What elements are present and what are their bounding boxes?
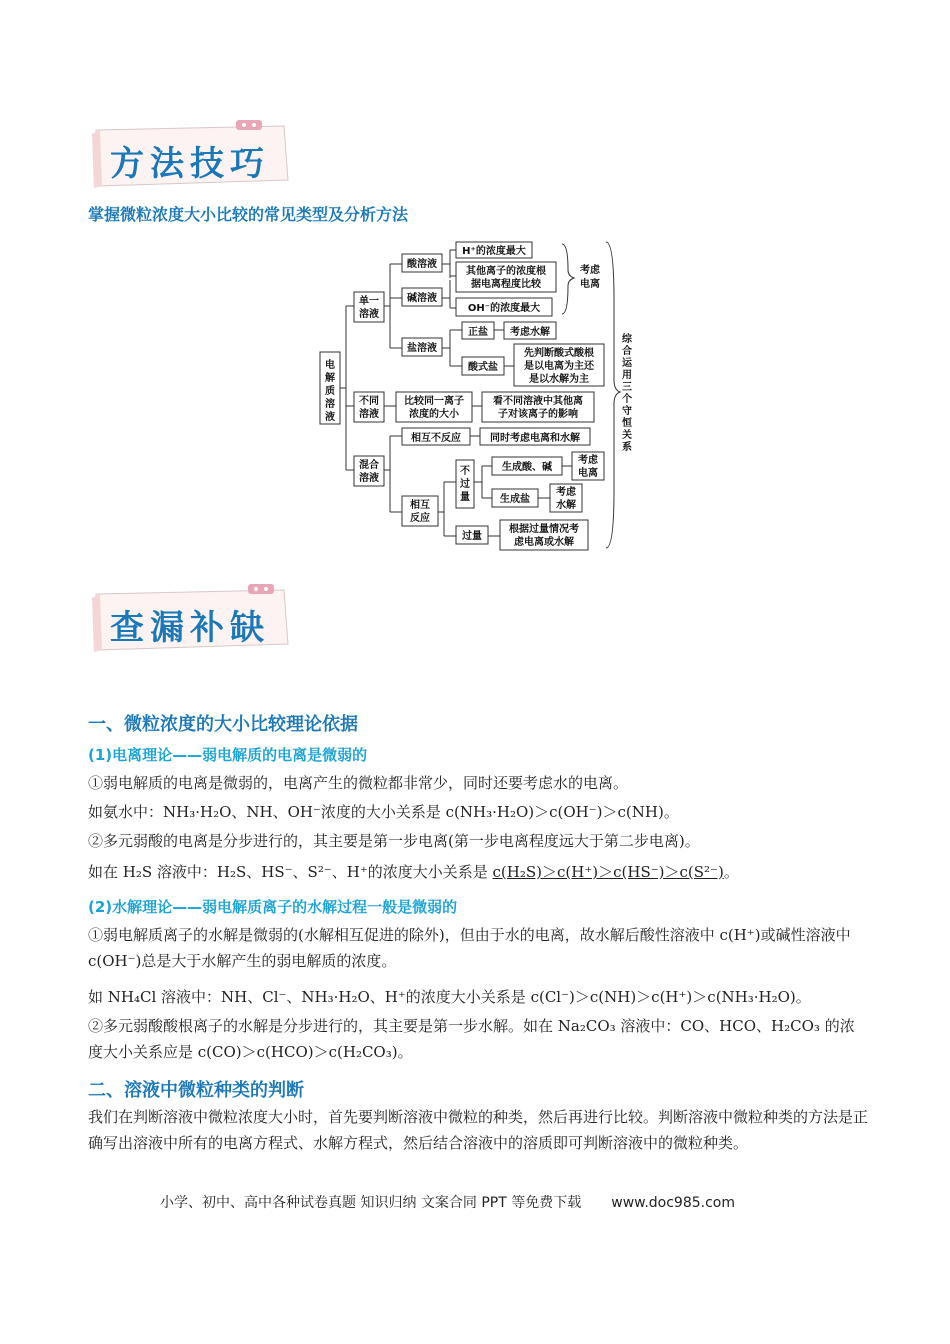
- svg-text:不同: 不同: [359, 396, 379, 407]
- svg-text:盐溶液: 盐溶液: [407, 343, 437, 354]
- svg-text:其他离子的浓度根: 其他离子的浓度根: [466, 266, 546, 277]
- section1-p3: ②多元弱酸的电离是分步进行的，其主要是第一步电离(第一步电离程度远大于第二步电离)。: [88, 832, 700, 850]
- concept-diagram: [316, 240, 636, 552]
- svg-text:量: 量: [460, 492, 470, 503]
- svg-text:考虑: 考虑: [578, 455, 598, 466]
- svg-text:单一: 单一: [359, 296, 379, 307]
- section1-p5: ①弱电解质离子的水解是微弱的(水解相互促进的除外)，但由于水的电离，故水解后酸性溶液中 c(H⁺)或碱性溶液中 c(OH⁻)总是大于水解产生的弱电解质的浓度。: [88, 926, 851, 970]
- svg-text:电离: 电离: [578, 468, 598, 479]
- footer-text: 小学、初中、高中各种试卷真题 知识归纳 文案合同 PPT 等免费下载: [160, 1195, 582, 1211]
- diagram-root-char-2: 解: [325, 373, 335, 384]
- svg-text:是以电离为主还: 是以电离为主还: [524, 361, 594, 372]
- svg-text:子对该离子的影响: 子对该离子的影响: [498, 409, 578, 420]
- svg-text:浓度的大小: 浓度的大小: [409, 409, 459, 420]
- svg-text:相互: 相互: [410, 500, 430, 511]
- svg-text:看不同溶液中其他离: 看不同溶液中其他离: [493, 396, 583, 407]
- page-footer: [160, 1192, 735, 1212]
- section-banner-methods: [88, 120, 298, 192]
- svg-text:个: 个: [622, 394, 632, 405]
- section1-p4-answer: c(H₂S)＞c(H⁺)＞c(HS⁻)＞c(S²⁻): [492, 863, 724, 881]
- section-banner-review: [88, 584, 298, 656]
- section1-p4-lead: 如在 H₂S 溶液中：H₂S、HS⁻、S²⁻、H⁺的浓度大小关系是: [88, 863, 493, 881]
- svg-text:系: 系: [622, 442, 632, 453]
- diagram-root-char-1: 电: [325, 360, 335, 371]
- svg-text:比较同一离子: 比较同一离子: [404, 396, 464, 407]
- section2-heading: 二、溶液中微粒种类的判断: [88, 1080, 304, 1101]
- svg-text:先判断酸式酸根: 先判断酸式酸根: [524, 348, 594, 359]
- svg-text:碱溶液: 碱溶液: [407, 293, 437, 304]
- svg-text:合: 合: [622, 346, 632, 357]
- svg-text:同时考虑电离和水解: 同时考虑电离和水解: [490, 433, 580, 444]
- diagram-root-char-3: 质: [325, 386, 335, 397]
- svg-text:过量: 过量: [462, 531, 482, 542]
- svg-text:三: 三: [622, 382, 632, 393]
- svg-text:守: 守: [622, 406, 632, 417]
- svg-text:酸式盐: 酸式盐: [468, 362, 498, 373]
- svg-text:考虑水解: 考虑水解: [510, 327, 550, 338]
- section1-p2: 如氨水中：NH₃·H₂O、NH、OH⁻浓度的大小关系是 c(NH₃·H₂O)＞c(OH⁻)＞c(NH)。: [88, 803, 679, 821]
- svg-text:反应: 反应: [410, 513, 430, 524]
- svg-text:根据过量情况考: 根据过量情况考: [509, 524, 579, 535]
- section1-p7: ②多元弱酸酸根离子的水解是分步进行的，其主要是第一步水解。如在 Na₂CO₃ 溶液中：CO、HCO、H₂CO₃ 的浓度大小关系应是 c(CO)＞c(HCO)＞c(H₂CO₃)。: [88, 1017, 855, 1061]
- svg-text:据电离程度比较: 据电离程度比较: [471, 279, 541, 290]
- svg-text:运: 运: [622, 358, 632, 369]
- svg-text:溶液: 溶液: [359, 473, 379, 484]
- section-subtitle: 掌握微粒浓度大小比较的常见类型及分析方法: [88, 205, 409, 224]
- svg-text:过: 过: [460, 479, 470, 490]
- svg-text:相互不反应: 相互不反应: [411, 433, 461, 444]
- svg-text:不: 不: [460, 466, 470, 477]
- svg-text:恒: 恒: [622, 418, 632, 429]
- svg-text:溶液: 溶液: [359, 309, 379, 320]
- section1-p1: ①弱电解质的电离是微弱的，电离产生的微粒都非常少，同时还要考虑水的电离。: [88, 774, 629, 792]
- section1-p6: 如 NH₄Cl 溶液中：NH、Cl⁻、NH₃·H₂O、H⁺的浓度大小关系是 c(Cl⁻)＞c(NH)＞c(H⁺)＞c(NH₃·H₂O)。: [88, 988, 811, 1006]
- svg-text:OH⁻的浓度最大: OH⁻的浓度最大: [467, 303, 541, 314]
- svg-text:溶液: 溶液: [359, 409, 379, 420]
- svg-text:水解: 水解: [556, 500, 576, 511]
- svg-text:正盐: 正盐: [468, 327, 488, 338]
- svg-text:关: 关: [622, 430, 632, 441]
- section1-p4: [88, 859, 868, 885]
- svg-text:生成酸、碱: 生成酸、碱: [502, 462, 552, 473]
- svg-text:是以水解为主: 是以水解为主: [529, 374, 589, 385]
- section1-heading: 一、微粒浓度的大小比较理论依据: [88, 714, 358, 735]
- svg-text:综: 综: [622, 334, 632, 345]
- svg-text:用: 用: [622, 370, 632, 381]
- section1-sub1: (1)电离理论——弱电解质的电离是微弱的: [88, 746, 368, 764]
- svg-text:虑电离或水解: 虑电离或水解: [514, 537, 574, 548]
- svg-text:混合: 混合: [359, 460, 379, 471]
- banner-title: 查漏补缺: [110, 608, 270, 648]
- svg-text:酸溶液: 酸溶液: [407, 259, 437, 270]
- section2-p1: 我们在判断溶液中微粒浓度大小时，首先要判断溶液中微粒的种类，然后再进行比较。判断溶液中微粒种类的方法是正确写出溶液中所有的电离方程式、水解方程式，然后结合溶液中的溶质即可判断溶液中的微粒种类。: [88, 1108, 869, 1152]
- svg-text:考虑: 考虑: [580, 265, 600, 276]
- diagram-root-char-4: 溶: [325, 399, 335, 410]
- banner-title: 方法技巧: [110, 144, 270, 184]
- svg-text:考虑: 考虑: [556, 487, 576, 498]
- svg-text:生成盐: 生成盐: [500, 494, 530, 505]
- diagram-root-char-5: 液: [325, 412, 335, 423]
- svg-text:电离: 电离: [580, 279, 600, 290]
- section1-sub2: (2)水解理论——弱电解质离子的水解过程一般是微弱的: [88, 898, 458, 916]
- section1-p4-end: 。: [723, 863, 739, 881]
- footer-site-link[interactable]: www.doc985.com: [611, 1195, 735, 1211]
- svg-text:H⁺的浓度最大: H⁺的浓度最大: [462, 246, 526, 257]
